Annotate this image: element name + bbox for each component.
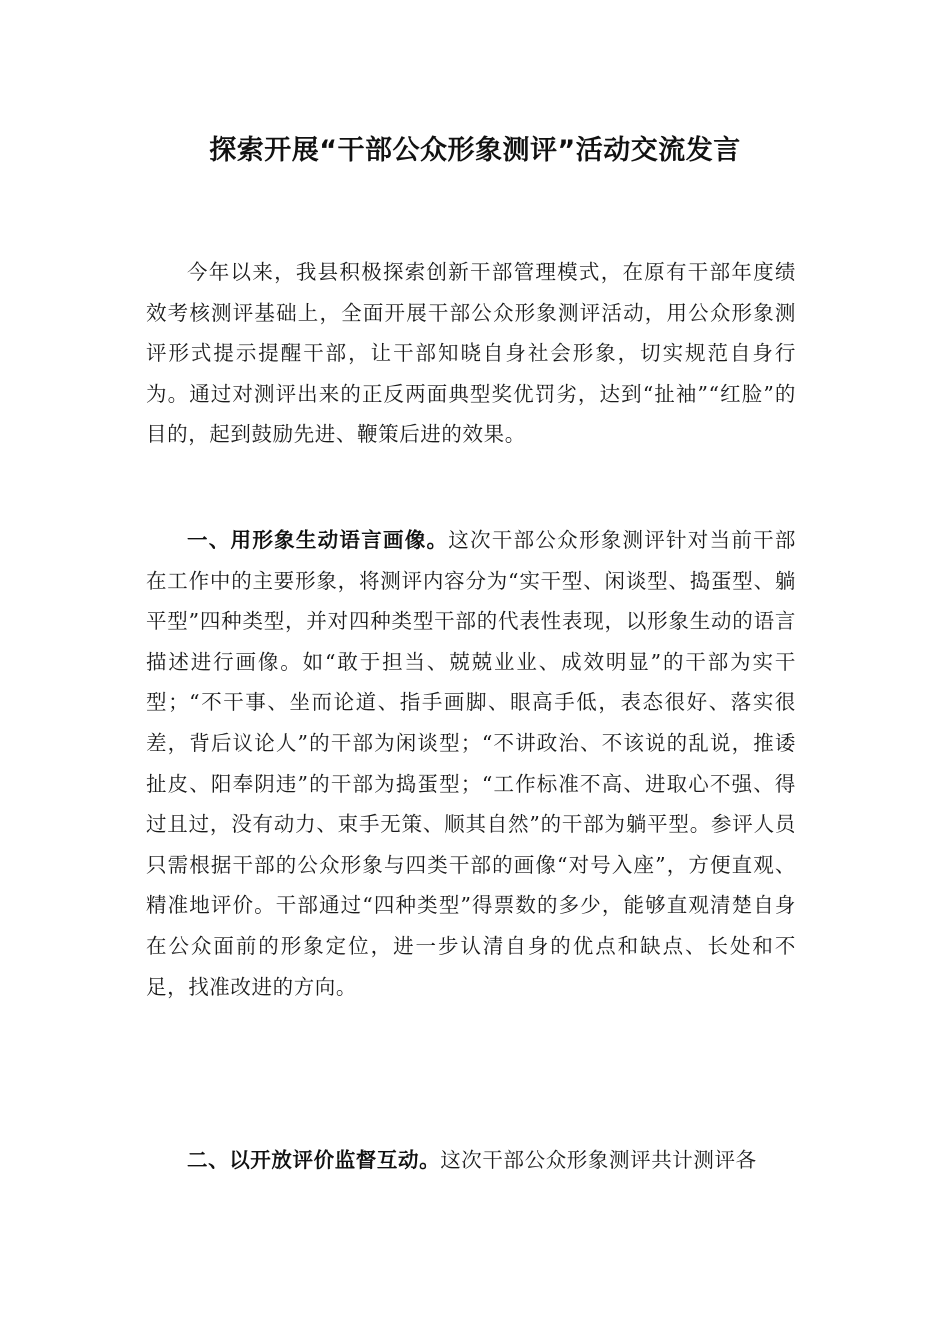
- section-heading: 二、以开放评价监督互动。: [187, 1148, 441, 1172]
- document-title: 探索开展“干部公众形象测评”活动交流发言: [209, 135, 741, 166]
- paragraph-intro: [146, 252, 796, 455]
- paragraph-text: 这次干部公众形象测评针对当前干部在工作中的主要形象，将测评内容分为“实干型、闲谈型、捣蛋型、躺平型”四种类型，并对四种类型干部的代表性表现，以形象生动的语言描述进行画像。如“敢于担当、兢兢业业、成效明显”的干部为实干型；“不干事、坐而论道、指手画脚、眼高手低，表态很好、落实很差，背后议论人”的干部为闲谈型；“不讲政治、不该说的乱说，推诿扯皮、阳奉阴违”的干部为捣蛋型；“工作标准不高、进取心不强、得过且过，没有动力、束手无策、顺其自然”的干部为躺平型。参评人员只需根据干部的公众形象与四类干部的画像“对号入座”，方便直观、精准地评价。干部通过“四种类型”得票数的多少，能够直观清楚自身在公众面前的形象定位，进一步认清自身的优点和缺点、长处和不足，找准改进的方向。: [146, 528, 797, 999]
- section-heading: 一、用形象生动语言画像。: [187, 528, 449, 552]
- paragraph-text: 今年以来，我县积极探索创新干部管理模式，在原有干部年度绩效考核测评基础上，全面开展干部公众形象测评活动，用公众形象测评形式提示提醒干部，让干部知晓自身社会形象，切实规范自身行为。通过对测评出来的正反两面典型奖优罚劣，达到“扯袖”“红脸”的目的，起到鼓励先进、鞭策后进的效果。: [146, 260, 796, 447]
- paragraph-section-2: [146, 1140, 796, 1181]
- paragraph-section-1: [146, 520, 796, 1007]
- paragraph-text: 这次干部公众形象测评共计测评各: [440, 1148, 757, 1172]
